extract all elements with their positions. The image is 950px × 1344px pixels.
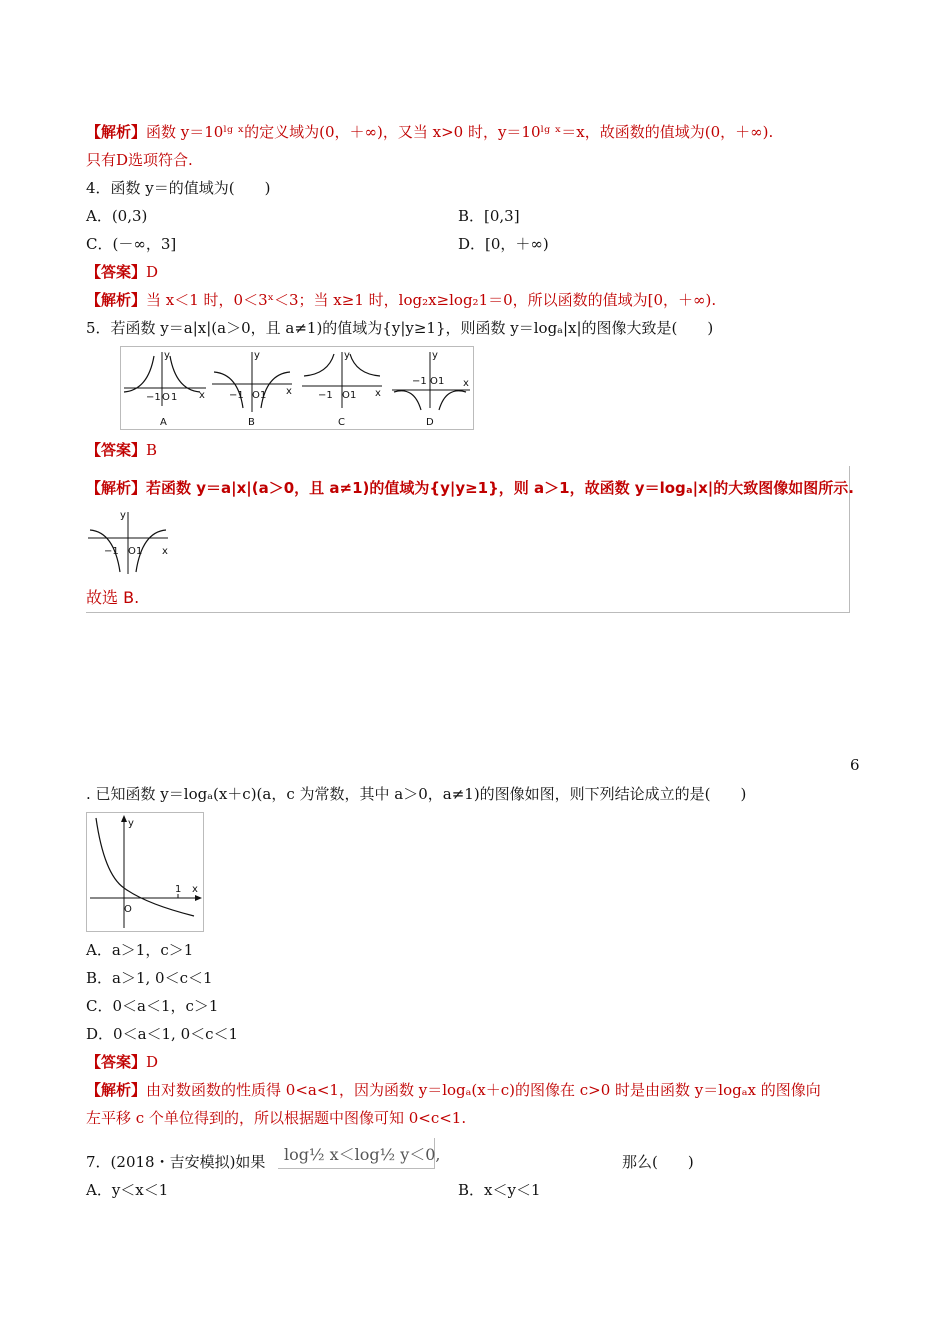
q5-graph-a-tick-1: 1: [171, 392, 178, 403]
q5-graph-b-axis-x: x: [286, 386, 292, 397]
q5-graph-b: [212, 350, 292, 428]
q5-graph-d-label: D: [426, 417, 434, 428]
q5-answer: [86, 440, 157, 460]
q5-stem: 5．若函数 y＝a|x|(a＞0，且 a≠1)的值域为{y|y≥1}，则函数 y＝logₐ|x|的图像大致是( ): [86, 319, 714, 337]
q4-option-b: B．[0,3]: [458, 207, 520, 225]
q4-analysis-tag: 【解析】: [86, 291, 147, 309]
q3-analysis-line2: 只有D选项符合.: [86, 151, 193, 169]
q5-analysis-tick-neg1: −1: [104, 546, 119, 557]
q5-graph-b-label: B: [248, 417, 255, 428]
q5-graph-d-axis-y: y: [432, 350, 438, 361]
q5-analysis-tag: 【解析】: [86, 479, 147, 497]
q6-stem: . 已知函数 y＝logₐ(x＋c)(a，c 为常数，其中 a＞0，a≠1)的图像如图，则下列结论成立的是( ): [86, 785, 747, 803]
q6-axis-y: y: [128, 818, 134, 829]
q6-analysis-line1: [86, 1080, 821, 1100]
q5-graph-b-tick-neg1: −1: [229, 390, 244, 401]
q4-answer-tag: 【答案】: [86, 263, 147, 281]
q6-answer: [86, 1052, 158, 1072]
q7-option-b: B．x＜y＜1: [458, 1181, 541, 1199]
q6-analysis-line2: 左平移 c 个单位得到的，所以根据题中图像可知 0<c<1.: [86, 1109, 467, 1127]
q5-graph-c-tick-1: 1: [350, 390, 357, 401]
q7-formula: log½ x＜log½ y＜0,: [284, 1145, 441, 1164]
q5-analysis-tick-o: O: [128, 546, 136, 557]
q6-answer-tag: 【答案】: [86, 1053, 147, 1071]
q6-graph: [86, 812, 204, 932]
q5-graph-c-axis-y: y: [344, 350, 350, 361]
q7-formula-box: [278, 1138, 441, 1169]
q4-analysis-text: 当 x＜1 时，0＜3ˣ＜3；当 x≥1 时，log₂x≥log₂1＝0，所以函数的值域为[0，＋∞).: [146, 291, 717, 309]
q5-graph-b-axis-y: y: [254, 350, 260, 361]
q6-option-a: A．a＞1，c＞1: [86, 941, 194, 959]
q6-analysis-tag: 【解析】: [86, 1081, 147, 1099]
q4-stem: 4．函数 y＝的值域为( ): [86, 179, 271, 197]
q5-graph-d-tick-1: 1: [438, 376, 445, 387]
q5-answer-value: B: [146, 441, 158, 459]
q5-graph-b-tick-1: 1: [260, 390, 267, 401]
q6-option-b: B．a＞1, 0＜c＜1: [86, 969, 213, 987]
q5-graph-c-axis-x: x: [375, 388, 381, 399]
q7-option-a: A．y＜x＜1: [86, 1181, 169, 1199]
q5-graph-d-tick-neg1: −1: [412, 376, 427, 387]
page-number: 6: [850, 756, 860, 774]
q5-graph-d-tick-o: O: [430, 376, 438, 387]
q5-graph-a: [124, 350, 206, 428]
q5-analysis: [86, 478, 854, 498]
q5-graph-c-label: C: [338, 417, 345, 428]
q4-answer-value: D: [146, 263, 159, 281]
q5-graph-a-tick-neg1: −1: [146, 392, 161, 403]
q4-analysis: [86, 290, 716, 310]
q4-answer: [86, 262, 158, 282]
q5-analysis-tick-1: 1: [136, 546, 143, 557]
q5-answer-tag: 【答案】: [86, 441, 147, 459]
q4-option-d: D．[0，＋∞): [458, 235, 549, 253]
q5-analysis-graph: [86, 508, 170, 576]
q5-graph-c-tick-o: O: [342, 390, 350, 401]
q3-analysis-text: 函数 y＝10ˡᵍ ˣ的定义域为(0，＋∞)，又当 x>0 时，y＝10ˡᵍ ˣ＝x，故函数的值域为(0，＋∞).: [146, 123, 774, 141]
q5-conclusion: 故选 B.: [86, 588, 140, 607]
q5-graph-a-axis-y: y: [164, 350, 170, 361]
q3-analysis-line1: [86, 122, 773, 142]
q5-analysis-text: 若函数 y＝a|x|(a＞0，且 a≠1)的值域为{y|y≥1}，则 a＞1，故函数 y＝logₐ|x|的大致图像如图所示.: [146, 479, 854, 497]
q6-tick-o: O: [124, 904, 132, 915]
q5-graph-d: [392, 350, 470, 428]
q6-axis-x: x: [192, 884, 198, 895]
q5-analysis-axis-x: x: [162, 546, 168, 557]
q4-option-a: A．(0,3): [86, 207, 148, 225]
q5-graph-a-tick-o: O: [162, 392, 170, 403]
q5-graph-c: [302, 350, 382, 428]
q7-stem-suffix: 那么( ): [622, 1153, 694, 1171]
q5-graph-a-label: A: [160, 417, 167, 428]
q5-graph-c-tick-neg1: −1: [318, 390, 333, 401]
q5-option-graphs: [120, 346, 474, 430]
q3-analysis-tag: 【解析】: [86, 123, 147, 141]
q6-analysis-text: 由对数函数的性质得 0<a<1，因为函数 y＝logₐ(x＋c)的图像在 c>0 时是由函数 y＝logₐx 的图像向: [146, 1081, 821, 1099]
q6-option-c: C．0＜a＜1，c＞1: [86, 997, 219, 1015]
q6-option-d: D．0＜a＜1, 0＜c＜1: [86, 1025, 239, 1043]
q5-analysis-axis-y: y: [120, 510, 126, 521]
q7-stem-prefix: 7．(2018・吉安模拟)如果: [86, 1153, 266, 1171]
q5-graph-a-axis-x: x: [199, 390, 205, 401]
q4-option-c: C．(－∞，3]: [86, 235, 177, 253]
q6-answer-value: D: [146, 1053, 159, 1071]
q5-graph-d-axis-x: x: [463, 378, 469, 389]
q6-tick-1: 1: [175, 884, 182, 895]
q5-graph-b-tick-o: O: [252, 390, 260, 401]
